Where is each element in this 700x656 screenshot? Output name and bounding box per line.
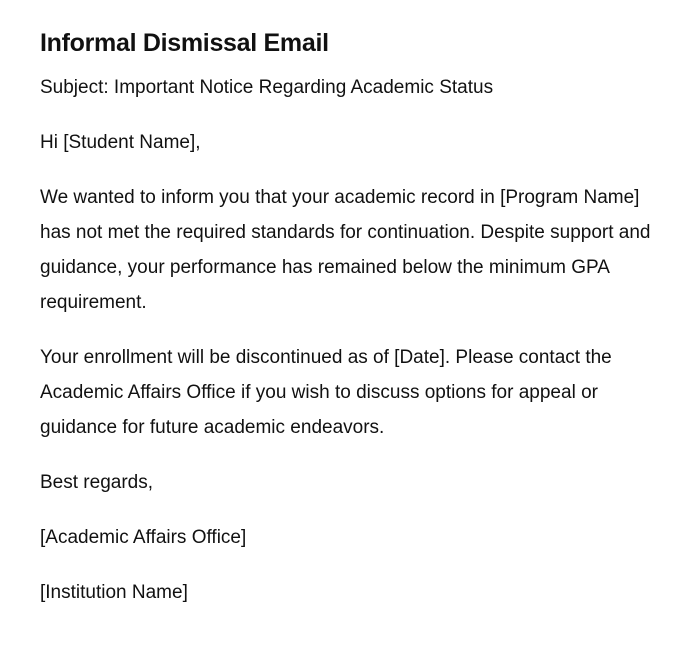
email-body-paragraph-2: Your enrollment will be discontinued as of [Date]. Please contact the Academic Affairs Office if you wish to discuss options for appeal or guidance for future academic endeavors.: [40, 347, 612, 438]
email-closing: Best regards,: [40, 472, 153, 493]
email-subject: Subject: Important Notice Regarding Academic Status: [40, 77, 494, 98]
email-body-paragraph-1: We wanted to inform you that your academic record in [Program Name] has not met the required standards for continuation. Despite support and guidance, your performance has remained below the minimum GPA requirement.: [40, 187, 651, 313]
signature-institution: [Institution Name]: [40, 582, 188, 603]
document-title: Informal Dismissal Email: [40, 29, 329, 57]
email-greeting: Hi [Student Name],: [40, 132, 201, 153]
signature-office: [Academic Affairs Office]: [40, 527, 247, 548]
